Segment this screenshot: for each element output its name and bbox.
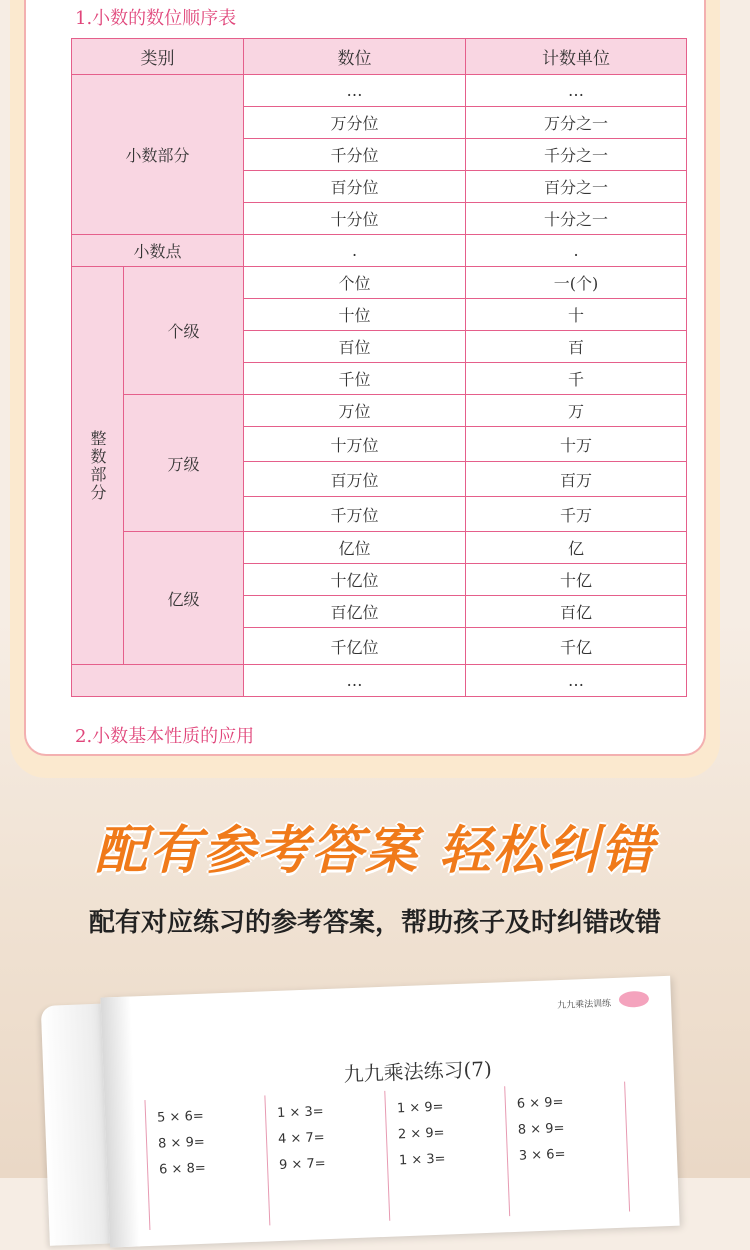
table-cell-place: 百亿位 xyxy=(244,596,466,628)
table-cell-unit: 十亿 xyxy=(466,564,687,596)
table-cell-unit: 万 xyxy=(466,395,687,427)
table-cell-place: 百万位 xyxy=(244,462,466,497)
table-cell-place: 十位 xyxy=(244,299,466,331)
table-cell-place: 十分位 xyxy=(244,203,466,235)
subheadline: 配有对应练习的参考答案，帮助孩子及时纠错改错 xyxy=(88,908,661,938)
exercise-item: 3 × 6= xyxy=(518,1146,566,1164)
exercise-item: 1 × 3= xyxy=(398,1151,446,1169)
exercise-item: 8 × 9= xyxy=(517,1120,565,1138)
table-cell-place: 千分位 xyxy=(244,139,466,171)
table-cell-place: … xyxy=(244,75,466,107)
exercise-item: 2 × 9= xyxy=(397,1125,445,1143)
book-right-page xyxy=(100,976,679,1248)
exercise-item: 8 × 9= xyxy=(157,1134,206,1152)
workbook-preview xyxy=(40,961,690,1245)
table-cell-unit: 十分之一 xyxy=(466,203,687,235)
table-cell-unit: 百分之一 xyxy=(466,171,687,203)
table-cell-unit: . xyxy=(466,235,687,267)
table-cell-place: 百位 xyxy=(244,331,466,363)
table-cell-unit: 亿 xyxy=(466,532,687,564)
exercise-column xyxy=(397,1092,510,1174)
exercise-column xyxy=(157,1101,270,1183)
table-cell-place: 万位 xyxy=(244,395,466,427)
decimal-place-table xyxy=(71,38,687,697)
section1-title: 1.小数的数位顺序表 xyxy=(75,8,237,29)
table-cell-unit: 百亿 xyxy=(466,596,687,628)
table-cell-place: . xyxy=(244,235,466,267)
header-unit: 计数单位 xyxy=(466,39,687,75)
table-cell-place: 万分位 xyxy=(244,107,466,139)
header-category: 类别 xyxy=(72,39,244,75)
table-cell-unit: 千万 xyxy=(466,497,687,532)
exercise-column xyxy=(516,1088,629,1170)
table-cell-unit: 千 xyxy=(466,363,687,395)
exercise-column xyxy=(277,1097,390,1179)
exercise-item: 6 × 8= xyxy=(158,1160,207,1178)
table-cell-place: … xyxy=(244,665,466,697)
exercise-item: 4 × 7= xyxy=(277,1130,325,1147)
table-cell-place: 亿位 xyxy=(244,532,466,564)
table-cell-unit: … xyxy=(466,665,687,697)
table-cell-place: 千位 xyxy=(244,363,466,395)
table-cell-place: 十亿位 xyxy=(244,564,466,596)
integer-part-label: 整数部分 xyxy=(72,267,124,665)
decimal-point-label: 小数点 xyxy=(72,235,244,267)
group-label-ones: 个级 xyxy=(124,267,244,395)
table-cell-place: 十万位 xyxy=(244,427,466,462)
table-cell-unit: 百万 xyxy=(466,462,687,497)
exercise-item: 9 × 7= xyxy=(278,1156,326,1173)
table-cell-unit: 十万 xyxy=(466,427,687,462)
exercise-item: 1 × 3= xyxy=(276,1104,324,1121)
table-cell-place: 千亿位 xyxy=(244,628,466,665)
empty-category-cell xyxy=(72,665,244,697)
section2-title: 2.小数基本性质的应用 xyxy=(75,726,255,747)
header-place: 数位 xyxy=(244,39,466,75)
decimal-part-label: 小数部分 xyxy=(72,75,244,235)
table-cell-unit: 千亿 xyxy=(466,628,687,665)
decorative-badge-icon xyxy=(619,991,650,1008)
table-cell-unit: … xyxy=(466,75,687,107)
table-cell-place: 百分位 xyxy=(244,171,466,203)
table-cell-place: 个位 xyxy=(244,267,466,299)
exercise-item: 6 × 9= xyxy=(516,1094,564,1112)
headline: 配有参考答案 轻松纠错 xyxy=(94,821,656,881)
group-label-yi: 亿级 xyxy=(124,532,244,665)
table-cell-unit: 万分之一 xyxy=(466,107,687,139)
table-cell-unit: 十 xyxy=(466,299,687,331)
table-cell-unit: 千分之一 xyxy=(466,139,687,171)
column-divider xyxy=(144,1100,150,1230)
exercise-item: 1 × 9= xyxy=(396,1099,444,1117)
book-corner-title: 九九乘法训练 xyxy=(556,999,612,1012)
book-page-title: 九九乘法练习(7) xyxy=(343,1056,493,1087)
table-cell-unit: 一(个) xyxy=(466,267,687,299)
table-cell-place: 千万位 xyxy=(244,497,466,532)
exercise-item: 5 × 6= xyxy=(156,1108,205,1126)
table-cell-unit: 百 xyxy=(466,331,687,363)
group-label-wan: 万级 xyxy=(124,395,244,532)
